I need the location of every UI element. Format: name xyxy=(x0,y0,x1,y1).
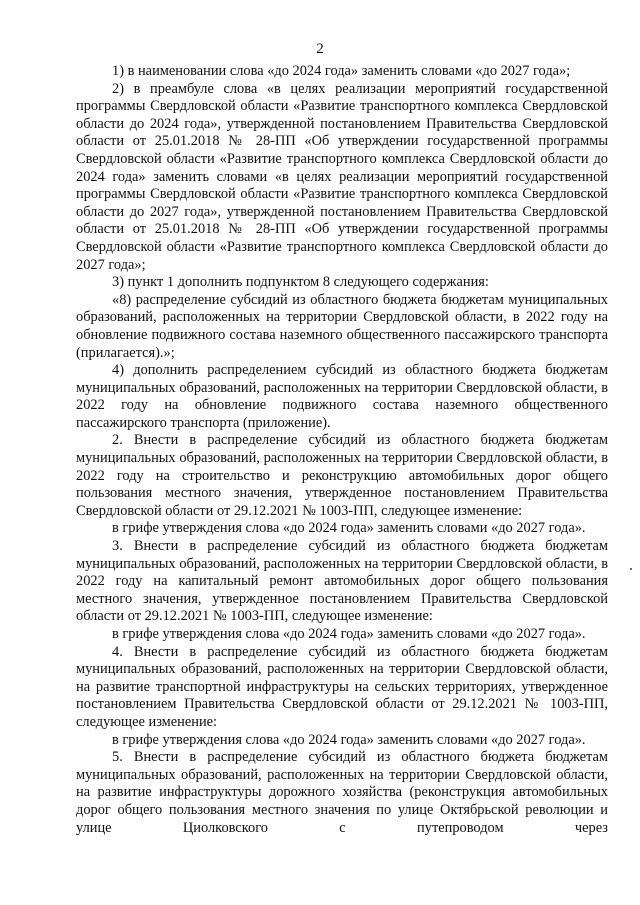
paragraph-item-4-change: в грифе утверждения слова «до 2024 года» заменить словами «до 2027 года». xyxy=(112,731,586,748)
paragraph-item-3: 3. Внести в распределение субсидий из областного бюджета бюджетам муниципальных образований, расположенных на территории Свердловской области, в 2022 году на капитальный ремонт автомобильных дорог общего пользования местного значения, утвержденное постановлением Правительства Свердловской области от 29.12.2021 № 1003-ПП, следующее изменение: xyxy=(76,538,608,625)
margin-speck xyxy=(630,568,632,570)
paragraph-item-2-change: в грифе утверждения слова «до 2024 года» заменить словами «до 2027 года». xyxy=(112,520,586,537)
paragraph-item-5: 5. Внести в распределение субсидий из областного бюджета бюджетам муниципальных образований, расположенных на территории Свердловской области, на развитие инфраструктуры дорожного хозяйства (реконструкция автомобильных дорог общего пользования местного значения по улице Октябрьской революции и улице Циолковского с путепроводом через xyxy=(76,749,608,836)
paragraph-item-2: 2. Внести в распределение субсидий из областного бюджета бюджетам муниципальных образований, расположенных на территории Свердловской области, в 2022 году на строительство и реконструкцию автомобильных дорог общего пользования местного значения, утвержденное постановлением Правительства Свердловской области от 29.12.2021 № 1003-ПП, следующее изменение: xyxy=(76,432,608,519)
paragraph-item-3-change: в грифе утверждения слова «до 2024 года» заменить словами «до 2027 года». xyxy=(112,626,586,642)
paragraph-amendment-3: 3) пункт 1 дополнить подпунктом 8 следующего содержания: xyxy=(112,274,489,291)
paragraph-quoted-subpoint-8: «8) распределение субсидий из областного бюджета бюджетам муниципальных образований, расположенных на территории Свердловской области, в 2022 году на обновление подвижного состава наземного общественного пассажирского транспорта (прилагается).»; xyxy=(76,291,608,361)
paragraph-amendment-2: 2) в преамбуле слова «в целях реализации мероприятий государственной программы Свердловской области «Развитие транспортного комплекса Свердловской области до 2024 года», утвержденной постановлением Правительства Свердловской области от 25.01.2018 № 28-ПП «Об утверждении государственной программы Свердловской области «Развитие транспортного комплекса Свердловской области до 2024 года» заменить словами «в целях реализации мероприятий государственной программы Свердловской области «Развитие транспортного комплекса Свердловской области до 2027 года», утвержденной постановлением Правительства Свердловской области от 25.01.2018 № 28-ПП «Об утверждении государственной программы Свердловской области «Развитие транспортного комплекса Свердловской области до 2027 года»; xyxy=(76,80,608,273)
paragraph-item-4: 4. Внести в распределение субсидий из областного бюджета бюджетам муниципальных образований, расположенных на территории Свердловской области, на развитие транспортной инфраструктуры на сельских территориях, утвержденное постановлением Правительства Свердловской области от 29.12.2021 № 1003-ПП, следующее изменение: xyxy=(76,643,608,730)
paragraph-amendment-4: 4) дополнить распределением субсидий из областного бюджета бюджетам муниципальных образований, расположенных на территории Свердловской области, в 2022 году на обновление подвижного состава наземного общественного пассажирского транспорта (приложение). xyxy=(76,362,608,431)
paragraph-amendment-1: 1) в наименовании слова «до 2024 года» заменить словами «до 2027 года»; xyxy=(112,63,571,79)
document-body xyxy=(76,63,608,837)
page-number: 2 xyxy=(316,41,324,57)
